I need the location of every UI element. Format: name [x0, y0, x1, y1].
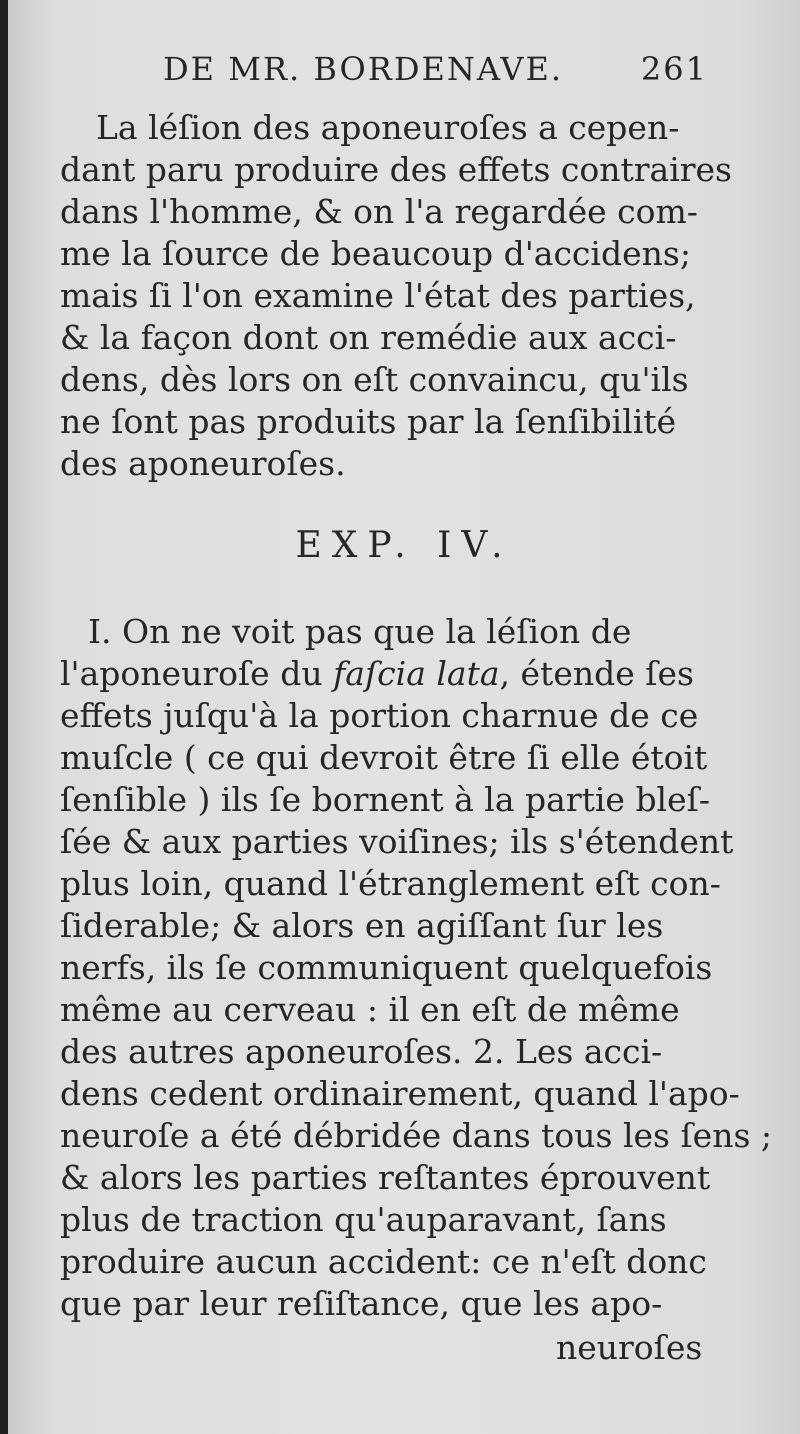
- text-line: des aponeuroſes.: [60, 444, 346, 483]
- running-title: DE MR. BORDENAVE.: [163, 50, 563, 88]
- text-line-with-italic: [60, 654, 700, 694]
- text-line: dans l'homme, & on l'a regardée com-: [60, 192, 698, 231]
- text-line: plus de traction qu'auparavant, ſans: [60, 1200, 667, 1239]
- page-number: 261: [640, 50, 708, 88]
- section-heading: EXP. IV.: [295, 525, 513, 566]
- text-line: & alors les parties reſtantes éprouvent: [60, 1158, 711, 1197]
- text-line: mais ſi l'on examine l'état des parties,: [60, 276, 696, 315]
- text-line: dant paru produire des effets contraires: [60, 150, 732, 189]
- text-line: I. On ne voit pas que la léſion de: [88, 612, 632, 651]
- italic-term: faſcia lata: [333, 654, 500, 693]
- text-line: plus loin, quand l'étranglement eſt con-: [60, 864, 721, 903]
- text-line: nerfs, ils ſe communiquent quelquefois: [60, 948, 713, 987]
- text-line: effets juſqu'à la portion charnue de ce: [60, 696, 699, 735]
- text-line: dens cedent ordinairement, quand l'apo-: [60, 1074, 740, 1113]
- catchword: neuroſes: [556, 1328, 703, 1367]
- text-line: des autres aponeuroſes. 2. Les acci-: [60, 1032, 663, 1071]
- text-line: dens, dès lors on eſt convaincu, qu'ils: [60, 360, 689, 399]
- text-line: ſenſible ) ils ſe bornent à la partie bleſ-: [60, 780, 711, 819]
- text-line: même au cerveau : il en eſt de même: [60, 990, 680, 1029]
- text-line: muſcle ( ce qui devroit être ſi elle étoit: [60, 738, 708, 777]
- running-header: [163, 50, 708, 88]
- text-line: que par leur reſiſtance, que les apo-: [60, 1284, 663, 1323]
- text-run: , étende ſes: [499, 654, 694, 693]
- text-line: neuroſe a été débridée dans tous les ſens ;: [60, 1116, 772, 1155]
- text-line: & la façon dont on remédie aux acci-: [60, 318, 677, 357]
- book-page: [8, 0, 800, 1434]
- text-run: l'aponeuroſe du: [60, 654, 334, 693]
- text-line: produire aucun accident: ce n'eſt donc: [60, 1242, 707, 1281]
- text-line: La léſion des aponeuroſes a cepen-: [96, 108, 680, 147]
- text-line: ſée & aux parties voiſines; ils s'étendent: [60, 822, 734, 861]
- text-line: ſiderable; & alors en agiſſant ſur les: [60, 906, 664, 945]
- text-line: me la ſource de beaucoup d'accidens;: [60, 234, 691, 273]
- text-line: ne ſont pas produits par la ſenſibilité: [60, 402, 677, 441]
